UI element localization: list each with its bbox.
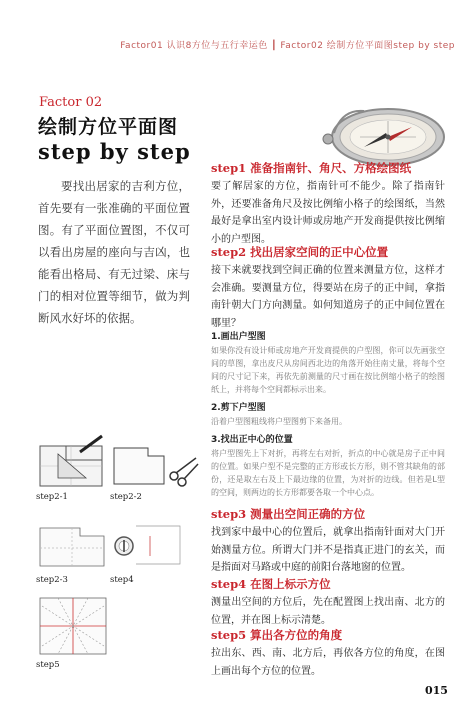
- page-title: 绘制方位平面图: [38, 116, 179, 138]
- step2-sub3-title: 3.找出正中心的位置: [211, 435, 293, 445]
- step1-text: 要了解居家的方位，指南针可不能少。除了指南针外，还要准备角尺及按比例缩小格子的绘图纸，当然最好是拿出室内设计师或房地产开发商提供按比例缩小的户型图。: [211, 181, 445, 245]
- step4-title: step4 在图上标示方位: [211, 577, 331, 591]
- step5-title: step5 算出各方位的角度: [211, 628, 343, 642]
- caption-step2-2: step2-2: [110, 492, 142, 502]
- step2-text: 接下来就要找到空间正确的位置来测量方位，这样才会准确。要测量方位，得要站在房子的正中间，拿指南针朝大门方向测量。如何知道房子的正中间位置在哪里？: [211, 265, 445, 329]
- step2-sub2-text: 沿着户型图粗线将户型图剪下来备用。: [211, 417, 347, 426]
- running-header: Factor01 认识8方位与五行幸运色 ┃ Factor02 绘制方位平面图step by step: [120, 41, 455, 51]
- step4-text: 测量出空间的方位后，先在配置图上找出南、北方的位置，并在图上标示清楚。: [211, 597, 445, 626]
- step2-3-illustration: [36, 522, 108, 570]
- caption-step4: step4: [110, 575, 134, 585]
- caption-step5: step5: [36, 660, 60, 670]
- step5-text: 拉出东、西、南、北方后，再依各方位的角度，在图上画出每个方位的位置。: [211, 648, 445, 677]
- page-number: 015: [425, 684, 448, 697]
- step2-2-illustration: [110, 440, 200, 490]
- factor-label: Factor 02: [39, 95, 103, 110]
- step4-illustration: [110, 520, 190, 570]
- intro-paragraph: 要找出居家的吉利方位，首先要有一张准确的平面位置图。有了平面位置图，不仅可以看出房屋的座向与吉凶，也能看出格局、有无过梁、床与门的相对位置等细节，做为判断风水好坏的依据。: [38, 179, 190, 325]
- step2-sub2-title: 2.剪下户型图: [211, 403, 266, 413]
- step3-text: 找到家中最中心的位置后，就拿出指南针面对大门开始测量方位。所谓大门并不是指真正进门的玄关，而是指面对马路或中庭的前阳台落地窗的位置。: [211, 527, 445, 573]
- step3-title: step3 测量出空间正确的方位: [211, 507, 366, 521]
- step2-sub1-text: 如果你没有设计师或房地产开发商提供的户型图，你可以先画张空间的草图，拿出皮尺从房间西北边的角落开始往南丈量，将每个空间的尺寸记下来，再依先前测量的尺寸画在按比例缩小格子的绘图纸上，并将每个空间都标示出来。: [211, 346, 445, 394]
- caption-step2-1: step2-1: [36, 492, 68, 502]
- compass-illustration: [320, 97, 450, 169]
- caption-step2-3: step2-3: [36, 575, 68, 585]
- step2-sub1-title: 1.画出户型图: [211, 332, 266, 342]
- page-subtitle: step by step: [38, 139, 191, 164]
- step2-sub3-text: 将户型图先上下对折，再将左右对折，折点的中心就是房子正中间的位置。如果户型不是完整的正方形或长方形，则不管其缺角的部份，还是取左右及上下最边缘的位置，为对折的边线。但若是L型的空间，则两边的长方形都要各取一个中心点。: [211, 449, 445, 497]
- step2-title: step2 找出居家空间的正中心位置: [211, 245, 389, 259]
- step1-title: step1 准备指南针、角尺、方格绘图纸: [211, 161, 412, 175]
- step2-1-illustration: [36, 432, 108, 490]
- step5-illustration: [36, 592, 112, 658]
